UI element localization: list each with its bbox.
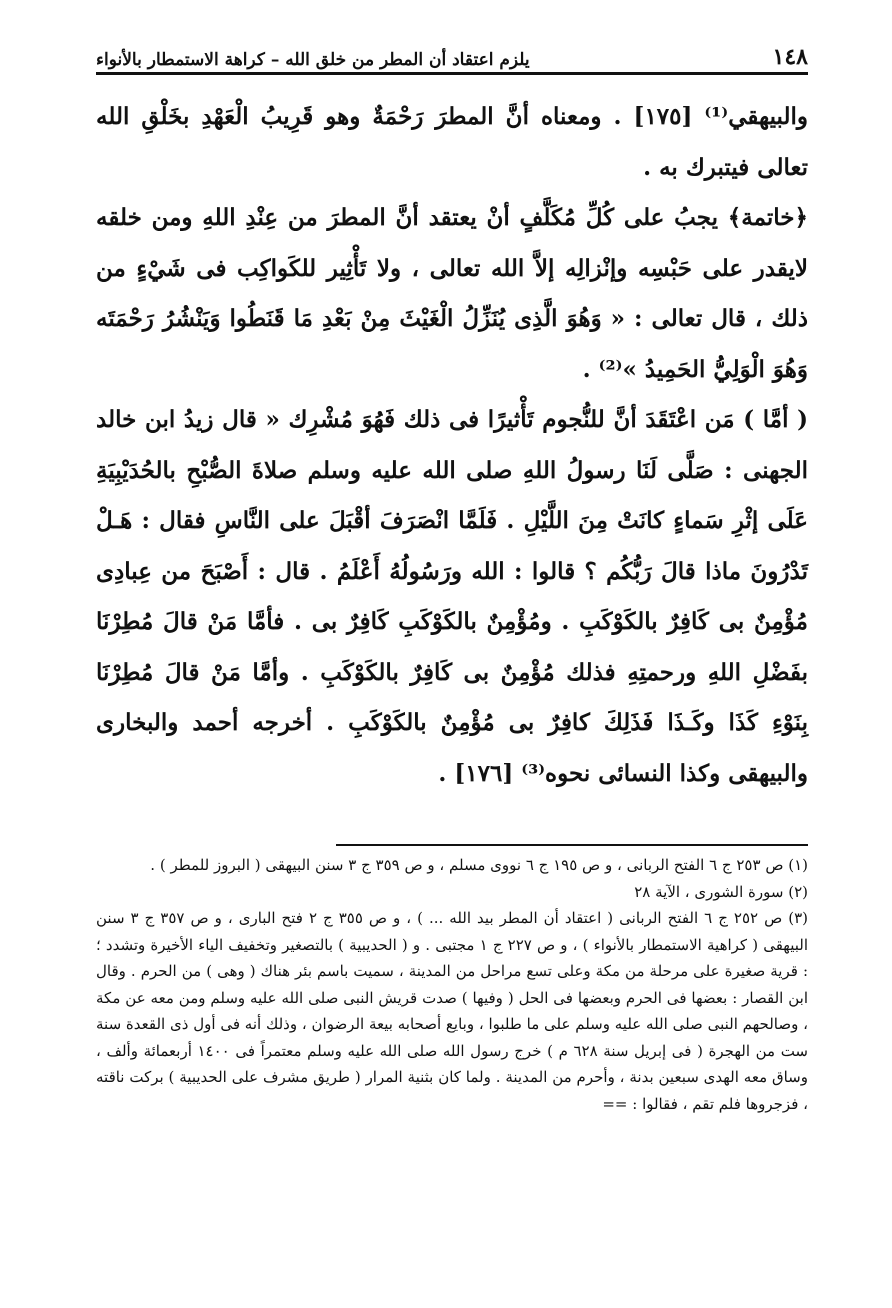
page-number: ١٤٨ [772, 44, 808, 70]
page-header [96, 28, 808, 70]
footnote: (٢) سورة الشورى ، الآية ٢٨ [634, 882, 808, 901]
footnotes [96, 852, 808, 1117]
paragraph: ( أمَّا ) مَن اعْتَقَدَ أنَّ للنُّجوم تَأْثيرًا فى ذلك فَهُوَ مُشْرِك « قال زيدُ ابن خالد الجهنى : صَلَّى لَنَا رسولُ اللهِ صلى الله عليه وسلم صلاةَ الصُّبْحِ بالحُدَيْبِيَةِ عَلَى إثْرِ سَماءٍ كانَتْ مِنَ اللَّيْلِ . فَلَمَّا انْصَرَفَ أقْبَلَ على النَّاسِ فقال : هَـلْ تَدْرُونَ ماذا قالَ رَبُّكُم ؟ قالوا : الله ورَسُولُهُ أَعْلَمُ . قال : أَصْبَحَ من عِبادِى مُؤْمِنٌ بى كَافِرٌ بالكَوْكَبِ . ومُؤْمِنٌ بالكَوْكَبِ كَافِرٌ بى . فأمَّا مَنْ قالَ مُطِرْنَا بفَضْلِ اللهِ ورحمتِهِ فذلك مُؤْمِنٌ بى كَافِرٌ بالكَوْكَبِ . وأمَّا مَنْ قالَ مُطِرْنَا بِنَوْءِ كَذَا وكَـذَا فَذَلِكَ كافِرٌ بى مُؤْمِنٌ بالكَوْكَبِ . أخرجه أحمد والبخارى والبيهقى وكذا النسائى نحوه⁽³⁾ [١٧٦] . [96, 406, 808, 787]
paragraph: والبيهقي⁽¹⁾ [١٧٥] . ومعناه أنَّ المطرَ رَحْمَةٌ وهو قَرِيبُ الْعَهْدِ بخَلْقِ الله تعالى فيتبرك به . [96, 103, 808, 181]
footnote-rule [336, 844, 808, 846]
main-text [96, 92, 808, 799]
paragraph: ﴿خاتمة﴾ يجبُ على كُلِّ مُكَلَّفٍ أنْ يعتقد أنَّ المطرَ من عِنْدِ اللهِ ومن خلقه لايقدر على حَبْسِه وإنْزالِه إلاَّ الله تعالى ، ولا تَأْثِير للكَواكِب فى شَيْءٍ من ذلك ، قال تعالى : « وَهُوَ الَّذِى يُنَزِّلُ الْغَيْثَ مِنْ بَعْدِ مَا قَنَطُوا وَيَنْشُرُ رَحْمَتَه وَهُوَ الْوَلِيُّ الحَمِيدُ »⁽²⁾ . [96, 204, 808, 383]
running-title: يلزم اعتقاد أن المطر من خلق الله – كراهة الاستمطار بالأنواء [96, 50, 530, 70]
header-rule [96, 72, 808, 75]
footnote: (١) ص ٢٥٣ ج ٦ الفتح الربانى ، و ص ١٩٥ ج ٦ نووى مسلم ، و ص ٣٥٩ ج ٣ سنن البيهقى ( البروز للمطر ) . [150, 856, 808, 874]
footnote: (٣) ص ٢٥٢ ج ٦ الفتح الربانى ( اعتقاد أن المطر بيد الله ... ) ، و ص ٣٥٥ ج ٢ فتح البارى ، و ص ٣٥٧ ج ٣ سنن البيهقى ( كراهية الاستمطار بالأنواء ) ، و ص ٢٢٧ ج ١ مجتبى . و ( الحديبية ) بالتصغير وتخفيف الياء الأخيرة وتشدد ؛ : قرية صغيرة على مرحلة من مكة وعلى تسع مراحل من المدينة ، سميت باسم بئر هناك ( وهى ) من الحرم . وقال ابن القصار : بعضها فى الحرم وبعضها فى الحل ( وفيها ) صدت قريش النبى صلى الله عليه وسلم ومن معه عن مكة ، وصالحهم النبى صلى الله عليه وسلم على ما طلبوا ، وبايع أصحابه بيعة الرضوان ، وذلك أنه فى أول ذى القعدة سنة ست من الهجرة ( فى إبريل سنة ٦٢٨ م ) خرج رسول الله صلى الله عليه وسلم معتمراً فى ١٤٠٠ أربعمائة وألف ، وساق معه الهدى سبعين بدنة ، وأحرم من المدينة . ولما كان بثنية المرار ( طريق مشرف على الحديبية ) بركت ناقته ، فزجروها فلم تقم ، فقالوا : == [96, 909, 809, 1113]
